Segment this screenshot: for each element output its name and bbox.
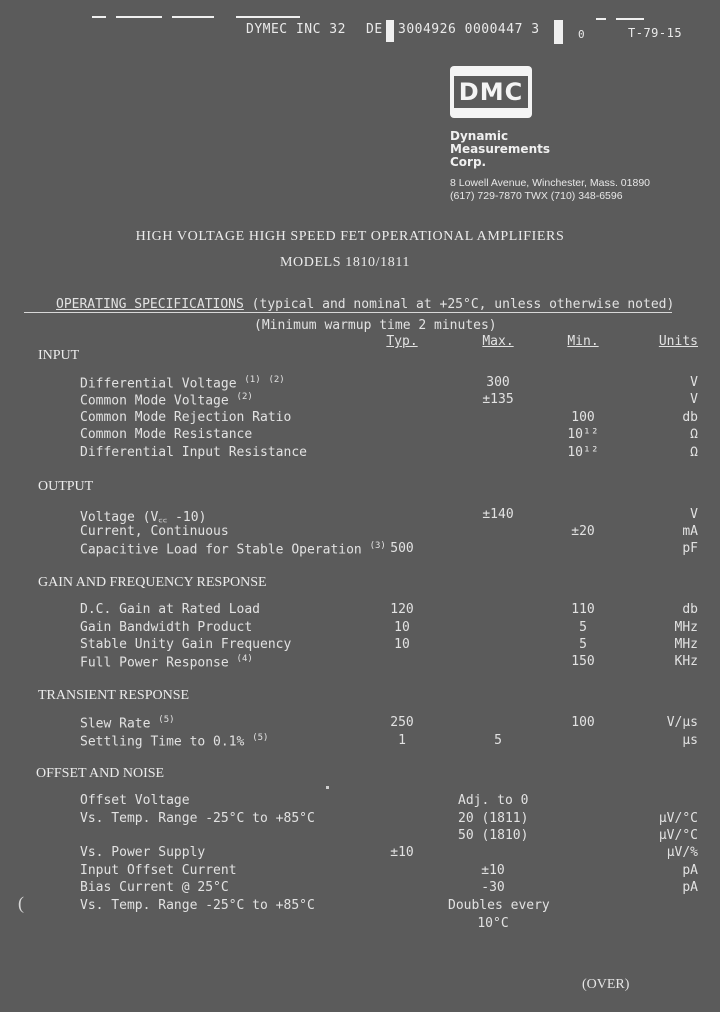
header-block xyxy=(554,20,563,44)
row-label: Slew Rate $^{(5)}$ xyxy=(80,715,175,732)
spec-row: 50 (1810) μV/°C xyxy=(458,828,698,843)
scan-dot xyxy=(326,786,329,789)
scan-mark xyxy=(236,16,300,18)
header-de: DE xyxy=(366,22,383,37)
scan-mark xyxy=(616,18,644,20)
company-logo xyxy=(450,66,532,118)
company-name-1: Dynamic xyxy=(450,129,509,143)
row-label: Current, Continuous xyxy=(80,524,229,539)
col-min: Min. xyxy=(567,334,599,349)
row-label: Common Mode Resistance xyxy=(80,427,253,442)
company-address: 8 Lowell Avenue, Winchester, Mass. 01890 xyxy=(450,177,651,189)
heading-rule xyxy=(24,312,672,313)
row-label: Common Mode Voltage $^{(2)}$ xyxy=(80,392,253,409)
row-label: D.C. Gain at Rated Load xyxy=(80,602,261,617)
header-zero: 0 xyxy=(578,28,586,41)
company-name-2: Measurements xyxy=(450,142,550,156)
header-ref: T-79-15 xyxy=(628,26,683,40)
spec-row: Bias Current @ 25°C -30 pA xyxy=(80,880,698,895)
section-input: INPUT xyxy=(38,348,80,363)
spec-row: Settling Time to 0.1% $^{(5)}$ 1 5 μs xyxy=(80,733,698,750)
col-typ: Typ. xyxy=(386,334,418,349)
row-label: Settling Time to 0.1% $^{(5)}$ xyxy=(80,733,269,750)
spec-row: Stable Unity Gain Frequency 10 5 MHz xyxy=(80,637,698,652)
specs-heading xyxy=(56,297,674,312)
spec-row: Vs. Temp. Range -25°C to +85°C 20 (1811) μV/°C xyxy=(80,811,698,826)
document-title: HIGH VOLTAGE HIGH SPEED FET OPERATIONAL AMPLIFIERS xyxy=(135,229,565,244)
company-phone: (617) 729-7870 TWX (710) 348-6596 xyxy=(450,190,623,202)
spec-row: Current, Continuous ±20 mA xyxy=(80,524,698,539)
spec-row: Differential Voltage $^{(1)}$ $^{(2)}$ 300 V xyxy=(80,375,698,392)
warmup-note: (Minimum warmup time 2 minutes) xyxy=(254,318,497,333)
company-name-3: Corp. xyxy=(450,155,487,169)
column-headers xyxy=(0,334,720,352)
row-label: Voltage (V꜀꜀ -10) xyxy=(80,510,207,525)
header-doc-id: DYMEC INC 32 xyxy=(246,22,346,37)
row-label: Full Power Response $^{(4)}$ xyxy=(80,654,253,671)
scan-mark xyxy=(172,16,214,18)
scan-bracket: ( xyxy=(18,893,24,913)
header-code: 3004926 0000447 3 xyxy=(398,22,540,37)
spec-row: Voltage (V꜀꜀ -10) ±140 V xyxy=(80,507,698,525)
section-output: OUTPUT xyxy=(38,479,94,494)
row-label: Bias Current @ 25°C xyxy=(80,880,229,895)
row-label: Vs. Temp. Range -25°C to +85°C xyxy=(80,811,315,826)
spec-row: Slew Rate $^{(5)}$ 250 100 V/μs xyxy=(80,715,698,732)
row-label: Input Offset Current xyxy=(80,863,237,878)
row-label: Vs. Power Supply xyxy=(80,845,206,860)
section-gain: GAIN AND FREQUENCY RESPONSE xyxy=(38,575,267,590)
spec-row: Common Mode Resistance 10¹² Ω xyxy=(80,427,698,442)
row-label: Capacitive Load for Stable Operation $^{(3)}$ xyxy=(80,541,386,558)
specs-heading-note: (typical and nominal at +25°C, unless otherwise noted) xyxy=(251,297,675,312)
spec-row: 10°C xyxy=(477,916,509,931)
row-label: Offset Voltage xyxy=(80,793,190,808)
row-label: Stable Unity Gain Frequency xyxy=(80,637,292,652)
header-block xyxy=(386,20,394,42)
scan-mark xyxy=(116,16,162,18)
spec-row: Full Power Response $^{(4)}$ 150 KHz xyxy=(80,654,698,671)
over-note: (OVER) xyxy=(582,977,630,992)
spec-row: Vs. Power Supply ±10 μV/% xyxy=(80,845,698,860)
spec-row: Offset Voltage Adj. to 0 xyxy=(80,793,529,808)
spec-row: Differential Input Resistance 10¹² Ω xyxy=(80,445,698,460)
col-max: Max. xyxy=(482,334,514,349)
models-line: MODELS 1810/1811 xyxy=(279,255,411,270)
spec-row: Vs. Temp. Range -25°C to +85°C Doubles every xyxy=(80,898,550,913)
section-transient: TRANSIENT RESPONSE xyxy=(38,688,190,703)
col-units: Units xyxy=(658,334,698,349)
row-label: Vs. Temp. Range -25°C to +85°C xyxy=(80,898,315,913)
row-label: Differential Input Resistance xyxy=(80,445,307,460)
spec-row: Input Offset Current ±10 pA xyxy=(80,863,698,878)
spec-row: Capacitive Load for Stable Operation $^{(3)}$ 500 pF xyxy=(80,541,698,558)
row-label: Common Mode Rejection Ratio xyxy=(80,410,292,425)
logo-text: DMC xyxy=(454,76,528,108)
spec-row: Gain Bandwidth Product 10 5 MHz xyxy=(80,620,698,635)
row-label: Gain Bandwidth Product xyxy=(80,620,253,635)
specs-heading-title: OPERATING SPECIFICATIONS xyxy=(56,297,244,312)
row-label: Differential Voltage $^{(1)}$ $^{(2)}$ xyxy=(80,375,285,392)
spec-row: D.C. Gain at Rated Load 120 110 db xyxy=(80,602,698,617)
spec-row: Common Mode Rejection Ratio 100 db xyxy=(80,410,698,425)
section-offset: OFFSET AND NOISE xyxy=(36,766,165,781)
spec-row: Common Mode Voltage $^{(2)}$ ±135 V xyxy=(80,392,698,409)
scan-mark xyxy=(92,16,106,18)
scan-mark xyxy=(596,18,606,20)
